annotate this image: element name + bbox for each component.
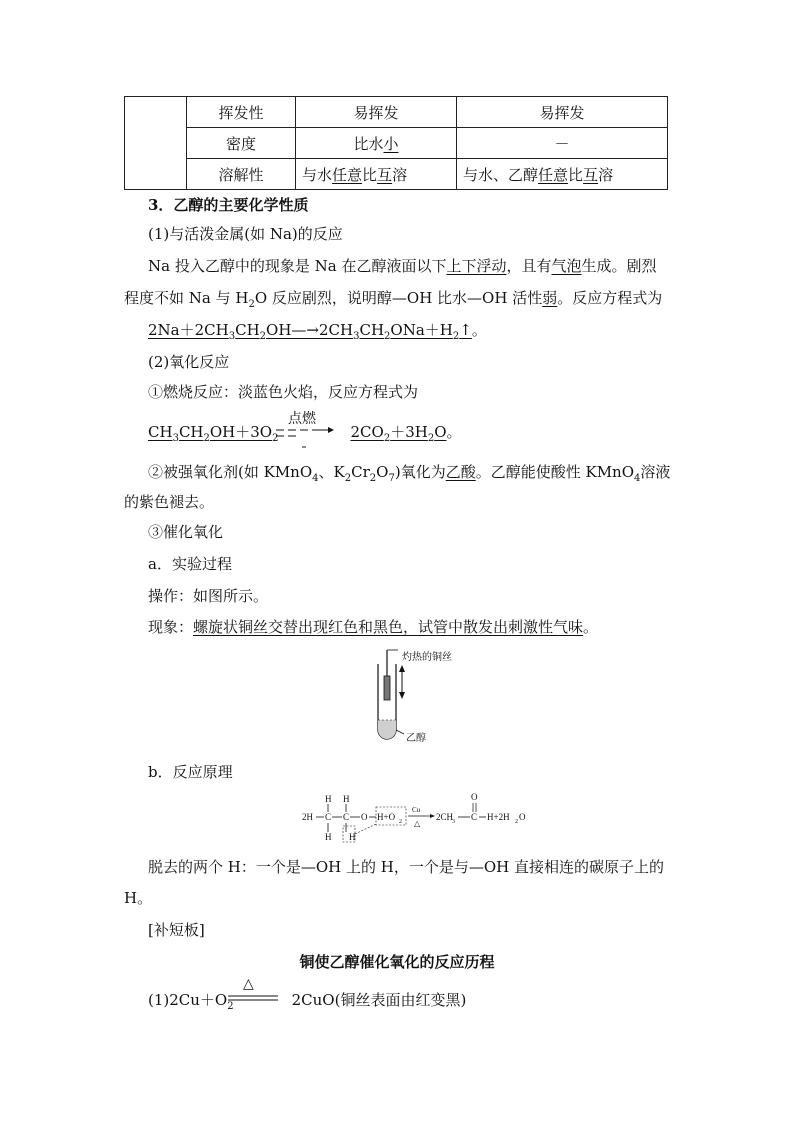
subscript: 2: [203, 433, 210, 444]
subscript: 2: [369, 473, 377, 484]
cell-text: 比: [362, 165, 378, 184]
mech-label: H: [343, 794, 350, 804]
paragraph-line: [124, 288, 662, 315]
equals-sign-icon: [226, 994, 282, 1002]
reaction-condition: 点燃: [288, 411, 316, 427]
table-row: [125, 159, 668, 190]
text: CH: [148, 423, 173, 441]
paragraph-line: 操作：如图所示。: [148, 587, 269, 605]
table-cell: 易挥发: [457, 97, 668, 128]
table-row: [125, 97, 668, 128]
mech-label: 2H: [302, 812, 313, 822]
paragraph-line: a．实验过程: [148, 555, 232, 573]
text: 。乙醇能使酸性 KMnO: [475, 463, 635, 481]
text: CH: [359, 321, 385, 339]
text: Cr: [351, 463, 370, 481]
answer-text: 螺旋状铜丝交替出现红色和黑色，试管中散发出刺激性气味: [193, 618, 584, 636]
text: ONa＋H: [390, 321, 453, 339]
mech-label: H: [349, 832, 356, 842]
table-row: [125, 128, 668, 159]
text: ②被强氧化剂(如 KMnO: [148, 463, 313, 481]
answer-text: 弱: [542, 289, 558, 307]
table-cell: [296, 128, 457, 159]
mech-label: H: [325, 832, 332, 842]
table-cell: [457, 159, 668, 190]
mech-label: H: [325, 794, 332, 804]
text: 程度不如 Na 与 H: [124, 289, 249, 307]
mech-label: 2: [399, 819, 402, 825]
text: 。: [583, 618, 599, 636]
text: 。反应方程式为: [557, 289, 663, 307]
text: 、K: [318, 463, 345, 481]
text: 2CuO(铜丝表面由红变黑): [291, 991, 467, 1009]
text: 2Na＋2CH: [148, 321, 229, 339]
paragraph-line: 的紫色褪去。: [124, 493, 215, 511]
subsection-heading: (1)与活泼金属(如 Na)的反应: [148, 225, 343, 243]
mech-label: O: [471, 792, 478, 802]
mech-label: C: [325, 812, 332, 822]
text: ↑: [459, 321, 472, 339]
mech-label: O: [361, 812, 368, 822]
subscript: 2: [227, 1001, 234, 1012]
subscript: 2: [272, 433, 279, 444]
mech-label: C: [343, 812, 350, 822]
subsection-heading: (2)氧化反应: [148, 353, 230, 371]
cell-text: 比: [568, 165, 584, 184]
text: )氧化为: [394, 463, 446, 481]
equation-line: [148, 990, 466, 1017]
mech-label: H+2H: [487, 812, 510, 822]
table-cell: －: [457, 128, 668, 159]
text: ，且有: [506, 257, 552, 275]
answer-text: 上下浮动: [446, 257, 507, 275]
cell-underlined-text: 互: [583, 165, 599, 184]
reaction-condition: △: [243, 976, 254, 992]
text: 。: [471, 321, 487, 339]
mech-label: Cu: [412, 806, 421, 814]
table-merged-cell: [125, 97, 187, 190]
subscript: 3: [172, 433, 179, 444]
subscript: 2: [344, 473, 352, 484]
text: Na 投入乙醇中的现象是 Na 在乙醇液面以下: [148, 257, 447, 275]
text: CH: [178, 423, 204, 441]
cell-underlined-text: 任意: [538, 165, 569, 184]
cell-text: 溶: [392, 165, 408, 184]
subscript: 2: [259, 331, 267, 342]
subscript: 2: [427, 433, 435, 444]
table-cell: 易挥发: [296, 97, 457, 128]
subscript: 4: [634, 473, 641, 484]
table-cell: [296, 159, 457, 190]
answer-text: 乙酸: [445, 463, 476, 481]
mech-label: O: [519, 812, 526, 822]
subscript: 2: [383, 433, 391, 444]
mech-label: 2CH: [436, 812, 454, 822]
table-cell: 密度: [187, 128, 296, 159]
paragraph-line: [148, 256, 657, 276]
reaction-arrow-icon: [274, 425, 344, 455]
table-cell: 溶解性: [187, 159, 296, 190]
paragraph-line: ③催化氧化: [148, 523, 224, 541]
cell-text: 与水、乙醇: [463, 165, 539, 184]
paragraph-line: H。: [124, 889, 153, 907]
supplement-label: [补短板]: [148, 921, 205, 939]
cell-underlined-text: 任意: [332, 165, 363, 184]
cell-text: 溶: [598, 165, 614, 184]
subscript: 2: [384, 331, 391, 342]
text: ＋3H: [390, 423, 428, 441]
paragraph-line: 脱去的两个 H：一个是—OH 上的 H，一个是与—OH 直接相连的碳原子上的: [148, 858, 664, 876]
table-cell: 挥发性: [187, 97, 296, 128]
text: OH＋3O: [209, 423, 273, 441]
answer-equation: [148, 321, 472, 342]
figure-label-wire: 灼热的铜丝: [402, 652, 452, 663]
subscript: 4: [312, 473, 319, 484]
subscript: 3: [228, 331, 236, 342]
figure-label-ethanol: 乙醇: [406, 733, 426, 744]
mech-label: △: [414, 819, 421, 828]
cell-underlined-text: 互: [377, 165, 393, 184]
paragraph-line: b．反应原理: [148, 763, 233, 781]
cell-text: 比水: [353, 134, 384, 153]
text: 溶液: [640, 463, 671, 481]
text: 。: [446, 423, 462, 441]
subscript: 3: [353, 331, 360, 342]
cell-text: 与水: [302, 165, 333, 184]
mech-label: C: [471, 812, 478, 822]
text: O: [434, 423, 447, 441]
text: 2CO: [350, 423, 384, 441]
supplement-title: 铜使乙醇催化氧化的反应历程: [299, 953, 495, 971]
mech-label: H+O: [377, 812, 396, 822]
text: OH—→2CH: [266, 321, 354, 339]
section-heading: 3．乙醇的主要化学性质: [148, 196, 309, 214]
text: 现象：: [148, 618, 194, 636]
answer-text: 气泡: [551, 257, 582, 275]
equation-line: [148, 320, 487, 347]
properties-table: [124, 96, 668, 190]
paragraph-line: [148, 617, 598, 637]
subscript: 2: [452, 331, 460, 342]
cell-underlined-text: 小: [383, 134, 399, 153]
mech-label: 3: [452, 819, 455, 825]
reaction-mechanism-diagram: [300, 790, 530, 846]
text: 生成。剧烈: [581, 257, 657, 275]
paragraph-line: [148, 462, 670, 489]
subscript: 7: [388, 473, 395, 484]
subscript: 2: [248, 299, 255, 310]
text: O: [376, 463, 389, 481]
text: (1)2Cu＋O: [148, 991, 228, 1009]
paragraph-line: ①燃烧反应：淡蓝色火焰，反应方程式为: [148, 383, 419, 401]
text: CH: [235, 321, 260, 339]
mech-label: 2: [515, 819, 518, 825]
text: O 反应剧烈，说明醇—OH 比水—OH 活性: [254, 289, 543, 307]
